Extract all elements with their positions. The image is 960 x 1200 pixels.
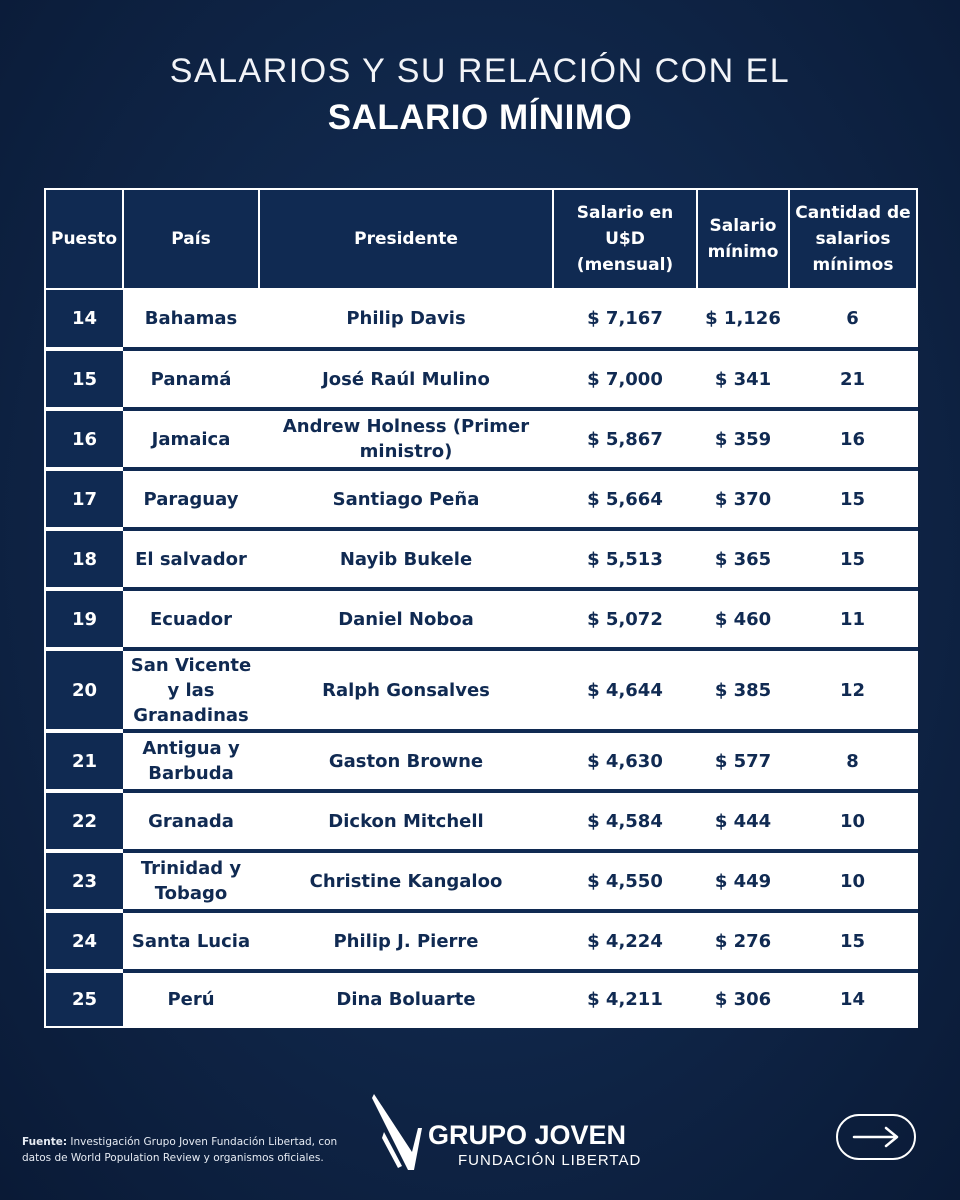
title-line-2: SALARIO MÍNIMO — [327, 98, 633, 137]
cell-cantidad-salarios: 15 — [789, 529, 917, 589]
cell-salario-usd: $ 7,167 — [553, 289, 697, 349]
cell-cantidad-salarios: 11 — [789, 589, 917, 649]
cell-cantidad-salarios: 21 — [789, 349, 917, 409]
table-row — [45, 349, 917, 409]
cell-salario-usd: $ 5,513 — [553, 529, 697, 589]
cell-presidente: Daniel Noboa — [259, 589, 553, 649]
table-row — [45, 469, 917, 529]
cell-presidente: Philip Davis — [259, 289, 553, 349]
cell-puesto: 22 — [45, 791, 123, 851]
table-row — [45, 409, 917, 469]
cell-pais: Santa Lucia — [123, 911, 259, 971]
next-button[interactable] — [836, 1114, 916, 1160]
table-row — [45, 731, 917, 791]
table-row — [45, 911, 917, 971]
cell-cantidad-salarios: 10 — [789, 791, 917, 851]
title-line-1: SALARIOS Y SU RELACIÓN CON EL — [169, 52, 791, 90]
cell-puesto: 19 — [45, 589, 123, 649]
cell-salario-usd: $ 4,550 — [553, 851, 697, 911]
cell-pais: Granada — [123, 791, 259, 851]
cell-cantidad-salarios: 15 — [789, 469, 917, 529]
cell-pais: Perú — [123, 971, 259, 1027]
cell-presidente: Philip J. Pierre — [259, 911, 553, 971]
cell-salario-minimo: $ 341 — [697, 349, 789, 409]
source-note — [22, 1134, 352, 1166]
logo-mark-icon — [368, 1092, 424, 1172]
cell-cantidad-salarios: 14 — [789, 971, 917, 1027]
cell-pais: San Vicente y las Granadinas — [123, 649, 259, 731]
logo-subtitle: FUNDACIÓN LIBERTAD — [458, 1152, 642, 1169]
cell-presidente: Andrew Holness (Primer ministro) — [259, 409, 553, 469]
cell-puesto: 18 — [45, 529, 123, 589]
header-salario-usd: Salario en U$D (mensual) — [553, 189, 697, 289]
cell-salario-usd: $ 4,644 — [553, 649, 697, 731]
cell-pais: Jamaica — [123, 409, 259, 469]
cell-pais: Ecuador — [123, 589, 259, 649]
grupo-joven-logo — [368, 1092, 648, 1172]
cell-puesto: 23 — [45, 851, 123, 911]
cell-salario-usd: $ 5,867 — [553, 409, 697, 469]
cell-salario-usd: $ 5,664 — [553, 469, 697, 529]
cell-pais: Bahamas — [123, 289, 259, 349]
arrow-right-icon — [851, 1126, 901, 1148]
table-row — [45, 529, 917, 589]
salaries-table — [44, 188, 918, 1028]
cell-salario-usd: $ 4,211 — [553, 971, 697, 1027]
cell-presidente: Dickon Mitchell — [259, 791, 553, 851]
table-row — [45, 851, 917, 911]
cell-presidente: Santiago Peña — [259, 469, 553, 529]
cell-pais: Panamá — [123, 349, 259, 409]
cell-pais: Antigua y Barbuda — [123, 731, 259, 791]
cell-salario-minimo: $ 577 — [697, 731, 789, 791]
cell-salario-minimo: $ 444 — [697, 791, 789, 851]
cell-pais: Trinidad y Tobago — [123, 851, 259, 911]
table-row — [45, 791, 917, 851]
table-header-row — [45, 189, 917, 289]
header-salario-minimo: Salario mínimo — [697, 189, 789, 289]
cell-puesto: 15 — [45, 349, 123, 409]
cell-cantidad-salarios: 16 — [789, 409, 917, 469]
cell-pais: El salvador — [123, 529, 259, 589]
cell-puesto: 25 — [45, 971, 123, 1027]
header-pais: País — [123, 189, 259, 289]
cell-salario-usd: $ 5,072 — [553, 589, 697, 649]
header-presidente: Presidente — [259, 189, 553, 289]
cell-puesto: 21 — [45, 731, 123, 791]
source-label: Fuente: — [22, 1136, 68, 1148]
table-row — [45, 289, 917, 349]
cell-salario-minimo: $ 1,126 — [697, 289, 789, 349]
header-cantidad-salarios: Cantidad de salarios mínimos — [789, 189, 917, 289]
cell-salario-usd: $ 7,000 — [553, 349, 697, 409]
table-row — [45, 589, 917, 649]
cell-salario-minimo: $ 365 — [697, 529, 789, 589]
header-puesto: Puesto — [45, 189, 123, 289]
cell-salario-usd: $ 4,584 — [553, 791, 697, 851]
cell-salario-minimo: $ 306 — [697, 971, 789, 1027]
cell-presidente: José Raúl Mulino — [259, 349, 553, 409]
source-text: Investigación Grupo Joven Fundación Libertad, con datos de World Population Review y organismos oficiales. — [22, 1136, 338, 1164]
cell-cantidad-salarios: 15 — [789, 911, 917, 971]
logo-name: GRUPO JOVEN — [428, 1120, 627, 1150]
cell-presidente: Gaston Browne — [259, 731, 553, 791]
cell-pais: Paraguay — [123, 469, 259, 529]
cell-salario-minimo: $ 359 — [697, 409, 789, 469]
cell-salario-minimo: $ 370 — [697, 469, 789, 529]
cell-puesto: 14 — [45, 289, 123, 349]
cell-salario-minimo: $ 385 — [697, 649, 789, 731]
cell-salario-minimo: $ 460 — [697, 589, 789, 649]
cell-cantidad-salarios: 6 — [789, 289, 917, 349]
cell-puesto: 17 — [45, 469, 123, 529]
cell-cantidad-salarios: 8 — [789, 731, 917, 791]
cell-cantidad-salarios: 12 — [789, 649, 917, 731]
table-row — [45, 971, 917, 1027]
cell-presidente: Ralph Gonsalves — [259, 649, 553, 731]
cell-salario-minimo: $ 449 — [697, 851, 789, 911]
table-row — [45, 649, 917, 731]
cell-puesto: 20 — [45, 649, 123, 731]
cell-salario-minimo: $ 276 — [697, 911, 789, 971]
cell-presidente: Nayib Bukele — [259, 529, 553, 589]
cell-presidente: Christine Kangaloo — [259, 851, 553, 911]
cell-presidente: Dina Boluarte — [259, 971, 553, 1027]
cell-puesto: 16 — [45, 409, 123, 469]
cell-cantidad-salarios: 10 — [789, 851, 917, 911]
cell-salario-usd: $ 4,224 — [553, 911, 697, 971]
cell-puesto: 24 — [45, 911, 123, 971]
cell-salario-usd: $ 4,630 — [553, 731, 697, 791]
